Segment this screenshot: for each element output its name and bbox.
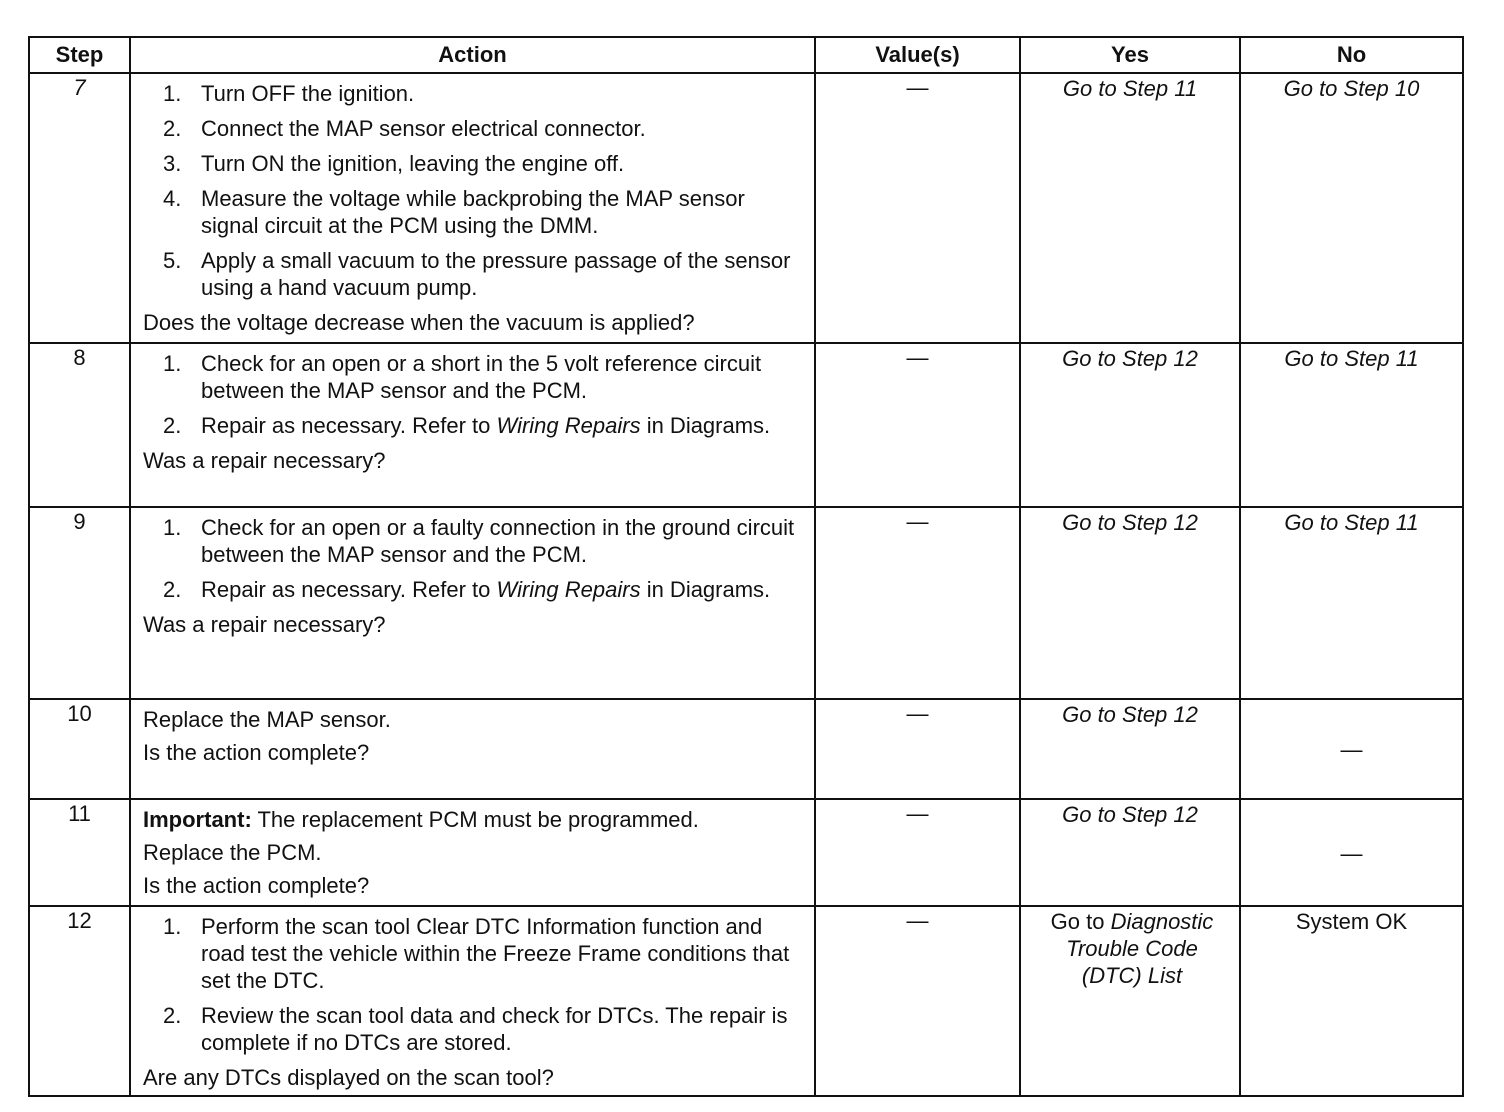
step-number: 8 xyxy=(29,343,130,507)
action-cell xyxy=(130,507,815,699)
list-item: 1. Check for an open or a short in the 5 volt reference circuit between the MAP sensor and the PCM. xyxy=(163,351,762,403)
table-row-step-8 xyxy=(29,343,1463,507)
value-cell: — xyxy=(815,699,1020,799)
wiring-repairs-link[interactable]: Wiring Repairs xyxy=(496,577,641,602)
no-value-cell: System OK xyxy=(1240,906,1463,1096)
yes-link-cell[interactable]: Go to Step 12 xyxy=(1020,799,1240,906)
table-row-step-7 xyxy=(29,73,1463,343)
action-question: Was a repair necessary? xyxy=(143,612,386,637)
diagnostic-table xyxy=(28,36,1464,1097)
table-row-step-11 xyxy=(29,799,1463,906)
yes-link-cell[interactable]: Go to Step 12 xyxy=(1020,343,1240,507)
step-number: 7 xyxy=(29,73,130,343)
header-action: Action xyxy=(130,37,815,73)
action-list xyxy=(143,350,802,439)
step-number: 10 xyxy=(29,699,130,799)
important-text: The replacement PCM must be programmed. xyxy=(251,807,699,832)
value-cell: — xyxy=(815,507,1020,699)
action-question: Does the voltage decrease when the vacuum is applied? xyxy=(143,310,695,335)
header-row xyxy=(29,37,1463,73)
step-number: 11 xyxy=(29,799,130,906)
list-item: 3. Turn ON the ignition, leaving the engine off. xyxy=(163,151,625,176)
action-line: Replace the PCM. xyxy=(143,840,322,865)
action-cell xyxy=(130,343,815,507)
value-cell: — xyxy=(815,343,1020,507)
action-cell xyxy=(130,73,815,343)
yes-link-cell[interactable]: Go to Step 12 xyxy=(1020,507,1240,699)
action-list xyxy=(143,80,802,301)
action-cell xyxy=(130,699,815,799)
step-number: 12 xyxy=(29,906,130,1096)
table-row-step-10 xyxy=(29,699,1463,799)
no-link-cell[interactable]: Go to Step 10 xyxy=(1240,73,1463,343)
action-cell xyxy=(130,906,815,1096)
header-yes: Yes xyxy=(1020,37,1240,73)
dtc-list-link[interactable]: Diagnostic Trouble Code (DTC) List xyxy=(1066,909,1214,988)
action-list xyxy=(143,514,802,603)
step-number: 9 xyxy=(29,507,130,699)
list-item: 1. Check for an open or a faulty connection in the ground circuit between the MAP sensor and the PCM. xyxy=(163,515,795,567)
wiring-repairs-link[interactable]: Wiring Repairs xyxy=(496,413,641,438)
value-cell: — xyxy=(815,73,1020,343)
no-value-cell: — xyxy=(1240,699,1463,799)
list-item: 1. Turn OFF the ignition. xyxy=(163,81,415,106)
action-question: Was a repair necessary? xyxy=(143,448,386,473)
value-cell: — xyxy=(815,906,1020,1096)
value-cell: — xyxy=(815,799,1020,906)
important-label: Important: xyxy=(143,807,252,832)
no-value-cell: — xyxy=(1240,799,1463,906)
list-item: 2. Review the scan tool data and check for DTCs. The repair is complete if no DTCs are stored. xyxy=(163,1003,788,1055)
list-item: 2. Repair as necessary. Refer to Wiring Repairs in Diagrams. xyxy=(163,413,771,438)
yes-link-cell[interactable]: Go to Step 12 xyxy=(1020,699,1240,799)
header-values: Value(s) xyxy=(815,37,1020,73)
action-list xyxy=(143,913,802,1056)
action-cell xyxy=(130,799,815,906)
yes-link-cell[interactable]: Go to Step 11 xyxy=(1020,73,1240,343)
action-question: Is the action complete? xyxy=(143,873,370,898)
list-item: 4. Measure the voltage while backprobing the MAP sensor signal circuit at the PCM using the DMM. xyxy=(163,186,745,238)
table-row-step-9 xyxy=(29,507,1463,699)
action-question: Is the action complete? xyxy=(143,740,370,765)
header-no: No xyxy=(1240,37,1463,73)
action-question: Are any DTCs displayed on the scan tool? xyxy=(143,1065,554,1090)
no-link-cell[interactable]: Go to Step 11 xyxy=(1240,343,1463,507)
table-row-step-12 xyxy=(29,906,1463,1096)
list-item: 2. Connect the MAP sensor electrical connector. xyxy=(163,116,646,141)
important-note xyxy=(143,806,802,833)
list-item: 5. Apply a small vacuum to the pressure passage of the sensor using a hand vacuum pump. xyxy=(163,248,791,300)
header-step: Step xyxy=(29,37,130,73)
list-item: 1. Perform the scan tool Clear DTC Information function and road test the vehicle within the Freeze Frame conditions that set the DTC. xyxy=(163,914,790,993)
action-line: Replace the MAP sensor. xyxy=(143,707,391,732)
list-item: 2. Repair as necessary. Refer to Wiring Repairs in Diagrams. xyxy=(163,577,771,602)
no-link-cell[interactable]: Go to Step 11 xyxy=(1240,507,1463,699)
yes-link-cell[interactable]: Go to Diagnostic Trouble Code (DTC) List xyxy=(1020,906,1240,1096)
